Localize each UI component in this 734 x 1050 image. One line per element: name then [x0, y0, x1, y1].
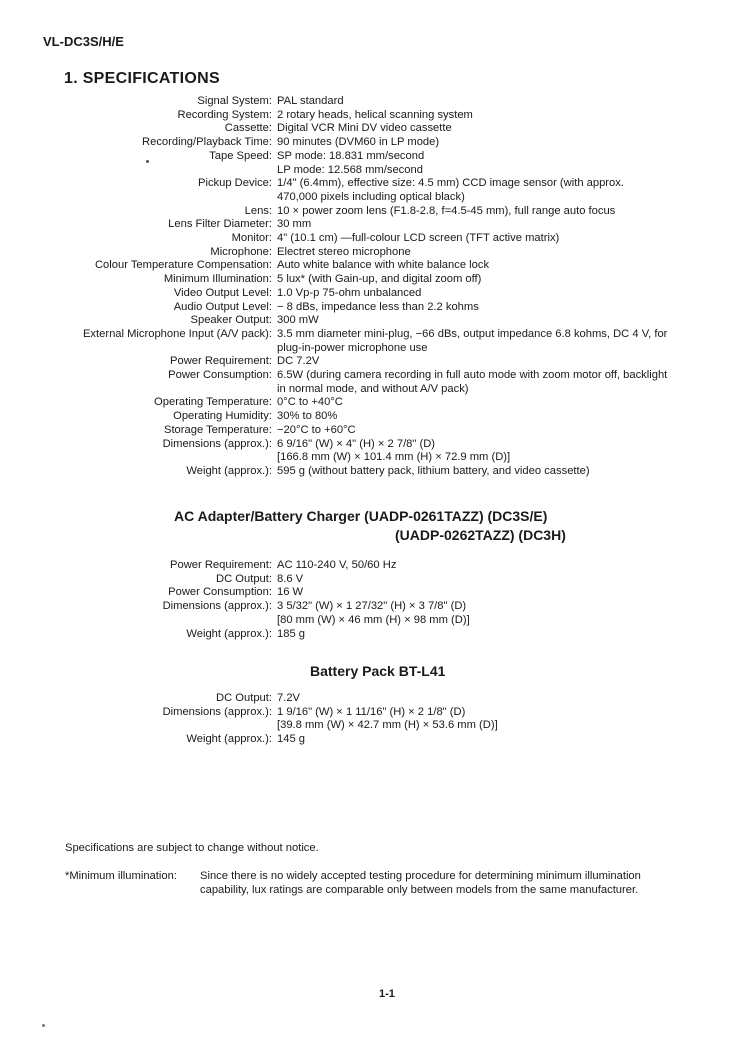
spec-value: Auto white balance with white balance lock [277, 259, 490, 272]
spec-row [0, 218, 722, 232]
spec-label: Power Consumption: [168, 369, 272, 382]
document-header: VL-DC3S/H/E [43, 34, 124, 49]
spec-value: [39.8 mm (W) × 42.7 mm (H) × 53.6 mm (D)] [277, 719, 498, 732]
spec-label: Tape Speed: [209, 149, 272, 162]
spec-row [0, 191, 722, 205]
spec-value: 470,000 pixels including optical black) [277, 190, 465, 203]
spec-row [0, 95, 722, 109]
spec-value: SP mode: 18.831 mm/second [277, 149, 425, 162]
change-notice: Specifications are subject to change without notice. [65, 842, 319, 854]
spec-value: 90 minutes (DVM60 in LP mode) [277, 136, 440, 149]
battery-spec-row [0, 719, 722, 733]
spec-value: AC 110-240 V, 50/60 Hz [277, 559, 397, 571]
spec-row [0, 355, 722, 369]
spec-label [0, 191, 277, 205]
adapter-spec-table [0, 559, 722, 641]
spec-label: Microphone: [210, 245, 272, 258]
spec-label: Recording/Playback Time: [142, 136, 272, 149]
spec-value: 595 g (without battery pack, lithium battery, and video cassette) [277, 464, 590, 477]
spec-row [0, 342, 722, 356]
adapter-spec-row [0, 573, 722, 587]
min-illumination-text-1: Since there is no widely accepted testing procedure for determining minimum illumination [200, 870, 641, 882]
spec-value: 2 rotary heads, helical scanning system [277, 108, 473, 121]
spec-row [0, 122, 722, 136]
spec-value: 30% to 80% [277, 410, 338, 423]
spec-label: Colour Temperature Compensation: [94, 259, 272, 272]
spec-value: 1/4" (6.4mm), effective size: 4.5 mm) CCD image sensor (with approx. [277, 177, 624, 190]
spec-value: Electret stereo microphone [277, 245, 411, 258]
spec-label: Cassette: [224, 122, 272, 135]
spec-label: Power Requirement: [170, 355, 272, 368]
min-illumination-label: *Minimum illumination: [65, 870, 177, 882]
spec-row [0, 465, 722, 479]
spec-value: 16 W [277, 586, 304, 599]
spec-value: plug-in-power microphone use [277, 341, 428, 354]
spec-label [0, 164, 277, 178]
spec-value: 0°C to +40°C [277, 396, 343, 409]
spec-row [0, 301, 722, 315]
spec-row [0, 424, 722, 438]
spec-label: DC Output: [216, 572, 272, 585]
adapter-heading: AC Adapter/Battery Charger (UADP-0261TAZZ) (DC3S/E) [174, 508, 548, 524]
spec-value: 8.6 V [277, 572, 304, 585]
spec-label [0, 383, 277, 397]
spec-value: 185 g [277, 627, 305, 640]
battery-spec-row [0, 692, 722, 706]
spec-label: Audio Output Level: [173, 300, 272, 313]
spec-row [0, 314, 722, 328]
spec-row [0, 396, 722, 410]
spec-value: 3.5 mm diameter mini-plug, −66 dBs, output impedance 6.8 kohms, DC 4 V, for [277, 327, 668, 340]
spec-label: Weight (approx.): [186, 627, 272, 640]
spec-row [0, 205, 722, 219]
battery-spec-row [0, 706, 722, 720]
spec-label: Storage Temperature: [163, 423, 272, 436]
spec-value: LP mode: 12.568 mm/second [277, 163, 423, 176]
spec-row [0, 259, 722, 273]
adapter-heading-2: (UADP-0262TAZZ) (DC3H) [395, 527, 566, 543]
spec-value: 300 mW [277, 314, 319, 327]
spec-row [0, 177, 722, 191]
adapter-spec-row [0, 628, 722, 642]
spec-label [0, 342, 277, 356]
main-spec-table [0, 95, 722, 479]
spec-value: −20°C to +60°C [277, 423, 356, 436]
spec-label: Power Requirement: [170, 559, 272, 571]
spec-value: 3 5/32" (W) × 1 27/32" (H) × 3 7/8" (D) [277, 600, 467, 613]
spec-label: Recording System: [177, 108, 272, 121]
spec-label [0, 614, 277, 628]
spec-value: 5 lux* (with Gain-up, and digital zoom off) [277, 273, 482, 286]
spec-label: Signal System: [197, 95, 272, 107]
spec-value: [166.8 mm (W) × 101.4 mm (H) × 72.9 mm (D)] [277, 451, 511, 464]
spec-row [0, 438, 722, 452]
spec-label: Pickup Device: [198, 177, 272, 190]
spec-row [0, 328, 722, 342]
spec-row [0, 136, 722, 150]
battery-heading: Battery Pack BT-L41 [310, 663, 446, 679]
spec-row [0, 109, 722, 123]
spec-label: Dimensions (approx.): [162, 437, 272, 450]
spec-value: DC 7.2V [277, 355, 320, 368]
spec-row [0, 369, 722, 383]
spec-value: 4" (10.1 cm) —full-colour LCD screen (TFT active matrix) [277, 232, 560, 245]
spec-label: Speaker Output: [190, 314, 272, 327]
spec-value: − 8 dBs, impedance less than 2.2 kohms [277, 300, 479, 313]
spec-value: Digital VCR Mini DV video cassette [277, 122, 452, 135]
spec-row [0, 451, 722, 465]
scan-mark [42, 1024, 45, 1027]
battery-spec-row [0, 733, 722, 747]
spec-label: Video Output Level: [173, 286, 272, 299]
spec-row [0, 246, 722, 260]
adapter-spec-row [0, 586, 722, 600]
spec-label [0, 719, 277, 733]
spec-row [0, 287, 722, 301]
spec-value: 6.5W (during camera recording in full auto mode with zoom motor off, backlight [277, 369, 668, 382]
spec-row [0, 232, 722, 246]
spec-label: Weight (approx.): [186, 464, 272, 477]
spec-label: Monitor: [231, 232, 272, 245]
spec-value: PAL standard [277, 95, 344, 107]
battery-spec-table [0, 692, 722, 747]
spec-label: Minimum Illumination: [163, 273, 272, 286]
spec-value: 30 mm [277, 218, 312, 231]
spec-label: External Microphone Input (A/V pack): [82, 327, 272, 340]
section-title: 1. SPECIFICATIONS [64, 70, 220, 87]
spec-label: DC Output: [216, 692, 272, 704]
spec-label: Weight (approx.): [186, 733, 272, 746]
spec-row [0, 383, 722, 397]
spec-row [0, 410, 722, 424]
spec-label: Lens: [244, 204, 272, 217]
spec-label: Dimensions (approx.): [162, 705, 272, 718]
spec-value: 1 9/16" (W) × 1 11/16" (H) × 2 1/8" (D) [277, 705, 466, 718]
spec-value: 7.2V [277, 692, 301, 704]
spec-value: 10 × power zoom lens (F1.8-2.8, f=4.5-45 mm), full range auto focus [277, 204, 616, 217]
spec-label: Power Consumption: [168, 586, 272, 599]
min-illumination-text-2: capability, lux ratings are comparable only between models from the same manufacturer. [200, 884, 639, 896]
spec-value: in normal mode, and without A/V pack) [277, 382, 469, 395]
spec-value: 145 g [277, 733, 305, 746]
spec-value: 6 9/16" (W) × 4" (H) × 2 7/8" (D) [277, 437, 436, 450]
spec-label: Operating Humidity: [173, 410, 272, 423]
spec-row [0, 150, 722, 164]
spec-row [0, 273, 722, 287]
spec-label: Lens Filter Diameter: [168, 218, 272, 231]
spec-label: Operating Temperature: [154, 396, 272, 409]
adapter-spec-row [0, 559, 722, 573]
adapter-spec-row [0, 614, 722, 628]
spec-label: Dimensions (approx.): [162, 600, 272, 613]
spec-row [0, 164, 722, 178]
spec-label [0, 451, 277, 465]
adapter-spec-row [0, 600, 722, 614]
spec-value: 1.0 Vp-p 75-ohm unbalanced [277, 286, 422, 299]
spec-value: [80 mm (W) × 46 mm (H) × 98 mm (D)] [277, 613, 470, 626]
page-number: 1-1 [379, 988, 395, 1000]
